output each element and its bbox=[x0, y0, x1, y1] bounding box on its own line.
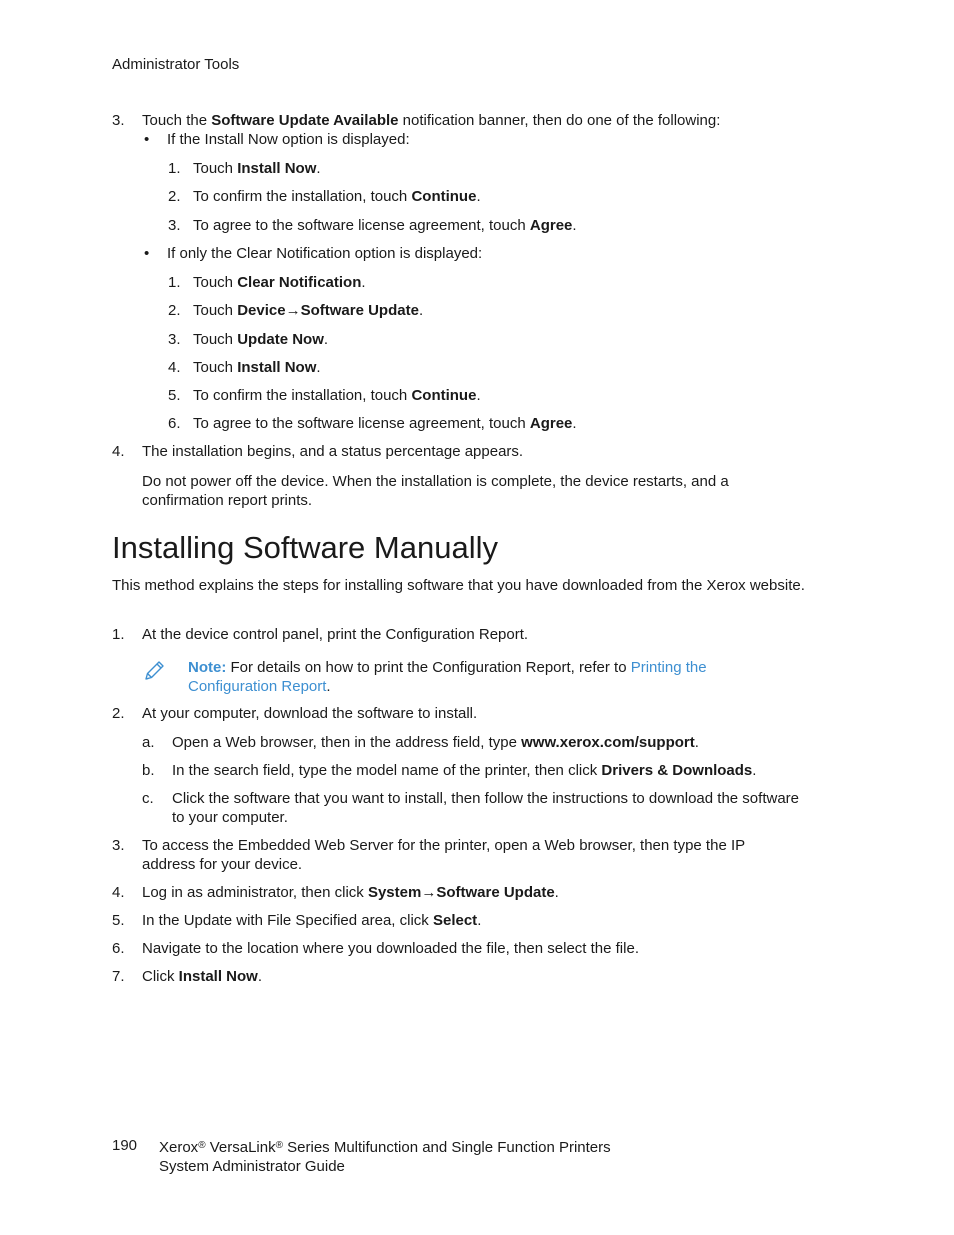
step-number: 1. bbox=[112, 626, 125, 643]
bullet-clear-notification: If only the Clear Notification option is displayed: bbox=[167, 245, 483, 262]
step-2-text: At your computer, download the software to install. bbox=[142, 705, 478, 722]
configuration-report-link[interactable]: Printing the Configuration Report bbox=[188, 659, 707, 695]
step-number: 7. bbox=[112, 968, 125, 985]
substep-text: Open a Web browser, then in the address field, type www.xerox.com/support. bbox=[172, 734, 699, 751]
step-3-manual-text: To access the Embedded Web Server for the printer, open a Web browser, then type the IP address for your device. bbox=[142, 837, 745, 873]
substep-text: In the search field, type the model name of the printer, then click Drivers & Downloads. bbox=[172, 762, 757, 779]
step-5-manual-text: In the Update with File Specified area, click Select. bbox=[142, 912, 482, 929]
bullet-dot: • bbox=[144, 131, 150, 148]
section-title: Installing Software Manually bbox=[112, 530, 498, 565]
substep-text: Touch Device→Software Update. bbox=[193, 302, 424, 319]
substep-number: 1. bbox=[168, 160, 181, 177]
step-number: 2. bbox=[112, 705, 125, 722]
step-number: 4. bbox=[112, 443, 125, 460]
substep-number: 1. bbox=[168, 274, 181, 291]
step-3-text: Touch the Software Update Available notification banner, then do one of the following: bbox=[142, 112, 721, 129]
substep-number: 5. bbox=[168, 387, 181, 404]
substep-number: 2. bbox=[168, 302, 181, 319]
substep-number: 6. bbox=[168, 415, 181, 432]
substep-text: To confirm the installation, touch Continue. bbox=[193, 387, 481, 404]
step-1-text: At the device control panel, print the Configuration Report. bbox=[142, 626, 529, 643]
substep-text: Touch Clear Notification. bbox=[193, 274, 366, 291]
substep-number: b. bbox=[142, 762, 155, 779]
substep-text: Click the software that you want to install, then follow the instructions to download the software to your computer. bbox=[172, 790, 799, 826]
substep-number: 3. bbox=[168, 331, 181, 348]
substep-number: 2. bbox=[168, 188, 181, 205]
section-intro: This method explains the steps for installing software that you have downloaded from the Xerox website. bbox=[112, 577, 805, 594]
footer-title: Xerox® VersaLink® Series Multifunction and Single Function Printers System Administrator Guide bbox=[159, 1139, 611, 1175]
step-number: 5. bbox=[112, 912, 125, 929]
substep-text: Touch Update Now. bbox=[193, 331, 329, 348]
substep-text: To agree to the software license agreement, touch Agree. bbox=[193, 217, 577, 234]
page-number: 190 bbox=[112, 1137, 138, 1154]
step-number: 6. bbox=[112, 940, 125, 957]
step-6-manual-text: Navigate to the location where you downloaded the file, then select the file. bbox=[142, 940, 639, 957]
substep-number: c. bbox=[142, 790, 154, 807]
substep-number: a. bbox=[142, 734, 155, 751]
substep-text: Touch Install Now. bbox=[193, 359, 321, 376]
substep-number: 3. bbox=[168, 217, 181, 234]
substep-number: 4. bbox=[168, 359, 181, 376]
step-number: 3. bbox=[112, 837, 125, 854]
pencil-icon bbox=[142, 659, 166, 688]
bullet-dot: • bbox=[144, 245, 150, 262]
substep-text: Touch Install Now. bbox=[193, 160, 321, 177]
step-4-text: The installation begins, and a status percentage appears. bbox=[142, 443, 524, 460]
substep-text: To agree to the software license agreement, touch Agree. bbox=[193, 415, 577, 432]
step-number: 3. bbox=[112, 112, 125, 129]
step-4-manual-text: Log in as administrator, then click System→Software Update. bbox=[142, 884, 559, 901]
step-number: 4. bbox=[112, 884, 125, 901]
step-7-manual-text: Click Install Now. bbox=[142, 968, 263, 985]
note-text: Note: For details on how to print the Configuration Report, refer to Printing the Configuration Report. bbox=[188, 659, 707, 695]
substep-text: To confirm the installation, touch Continue. bbox=[193, 188, 481, 205]
bullet-install-now: If the Install Now option is displayed: bbox=[167, 131, 410, 148]
step-4-paragraph: Do not power off the device. When the installation is complete, the device restarts, and a confirmation report prints. bbox=[142, 473, 729, 509]
running-header: Administrator Tools bbox=[112, 56, 240, 73]
